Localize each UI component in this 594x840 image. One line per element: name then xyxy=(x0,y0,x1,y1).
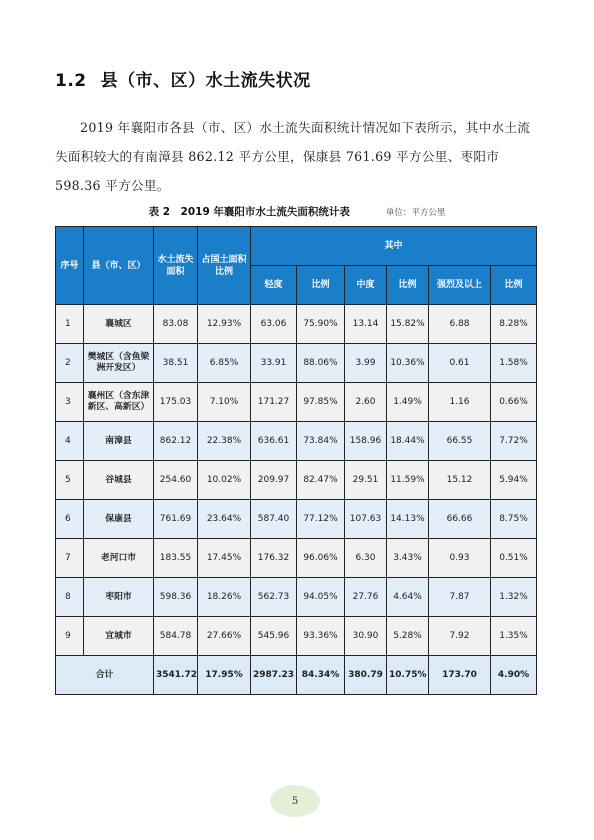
row-area: 598.36 xyxy=(154,578,198,617)
row-medium: 2.60 xyxy=(345,383,387,422)
row-severe-ratio: 8.28% xyxy=(491,305,537,344)
table-row xyxy=(56,578,537,617)
row-severe: 66.55 xyxy=(429,422,491,461)
row-medium: 30.90 xyxy=(345,617,387,656)
row-medium: 3.99 xyxy=(345,344,387,383)
row-light: 63.06 xyxy=(251,305,297,344)
row-severe-ratio: 1.32% xyxy=(491,578,537,617)
total-medium: 380.79 xyxy=(345,656,387,695)
body-paragraph: 2019 年襄阳市各县（市、区）水土流失面积统计情况如下表所示，其中水土流失面积较大的有南漳县 862.12 平方公里，保康县 761.69 平方公里、枣阳市 598.36 平方公里。 xyxy=(55,120,531,193)
row-medium-ratio: 15.82% xyxy=(387,305,429,344)
row-severe: 1.16 xyxy=(429,383,491,422)
table-row xyxy=(56,461,537,500)
row-severe-ratio: 0.51% xyxy=(491,539,537,578)
row-county: 宜城市 xyxy=(84,617,154,656)
table-row xyxy=(56,305,537,344)
row-medium-ratio: 10.36% xyxy=(387,344,429,383)
total-light-ratio: 84.34% xyxy=(297,656,345,695)
row-index: 3 xyxy=(56,383,84,422)
row-ratio: 7.10% xyxy=(198,383,251,422)
row-medium-ratio: 11.59% xyxy=(387,461,429,500)
row-area: 38.51 xyxy=(154,344,198,383)
erosion-table xyxy=(55,226,537,695)
header-area: 水土流失面积 xyxy=(154,227,198,305)
row-light-ratio: 93.36% xyxy=(297,617,345,656)
row-light-ratio: 94.05% xyxy=(297,578,345,617)
row-severe: 6.88 xyxy=(429,305,491,344)
header-group: 其中 xyxy=(251,227,537,266)
row-severe-ratio: 5.94% xyxy=(491,461,537,500)
row-medium: 13.14 xyxy=(345,305,387,344)
row-light: 209.97 xyxy=(251,461,297,500)
row-county: 樊城区（含鱼梁洲开发区） xyxy=(84,344,154,383)
row-medium: 27.76 xyxy=(345,578,387,617)
row-light-ratio: 75.90% xyxy=(297,305,345,344)
row-area: 862.12 xyxy=(154,422,198,461)
row-light: 636.61 xyxy=(251,422,297,461)
row-severe: 0.61 xyxy=(429,344,491,383)
row-county: 枣阳市 xyxy=(84,578,154,617)
row-county: 南漳县 xyxy=(84,422,154,461)
header-light: 轻度 xyxy=(251,266,297,305)
table-title: 表 2 2019 年襄阳市水土流失面积统计表 xyxy=(148,206,350,218)
total-severe: 173.70 xyxy=(429,656,491,695)
row-severe: 7.92 xyxy=(429,617,491,656)
row-index: 5 xyxy=(56,461,84,500)
row-county: 襄州区（含东津新区、高新区） xyxy=(84,383,154,422)
row-medium: 107.63 xyxy=(345,500,387,539)
row-severe-ratio: 7.72% xyxy=(491,422,537,461)
row-index: 6 xyxy=(56,500,84,539)
row-area: 83.08 xyxy=(154,305,198,344)
row-light: 176.32 xyxy=(251,539,297,578)
row-light-ratio: 77.12% xyxy=(297,500,345,539)
row-light-ratio: 82.47% xyxy=(297,461,345,500)
row-medium-ratio: 3.43% xyxy=(387,539,429,578)
table-row xyxy=(56,383,537,422)
table-row xyxy=(56,344,537,383)
page-number: 5 xyxy=(270,785,320,817)
row-area: 761.69 xyxy=(154,500,198,539)
row-severe: 15.12 xyxy=(429,461,491,500)
header-index: 序号 xyxy=(56,227,84,305)
table-total-row xyxy=(56,656,537,695)
row-index: 2 xyxy=(56,344,84,383)
row-county: 襄城区 xyxy=(84,305,154,344)
header-severe-ratio: 比例 xyxy=(491,266,537,305)
row-medium-ratio: 4.64% xyxy=(387,578,429,617)
total-light: 2987.23 xyxy=(251,656,297,695)
row-light: 33.91 xyxy=(251,344,297,383)
row-medium-ratio: 18.44% xyxy=(387,422,429,461)
row-severe-ratio: 1.58% xyxy=(491,344,537,383)
row-area: 183.55 xyxy=(154,539,198,578)
row-ratio: 27.66% xyxy=(198,617,251,656)
row-county: 老河口市 xyxy=(84,539,154,578)
row-medium: 158.96 xyxy=(345,422,387,461)
total-label: 合计 xyxy=(56,656,154,695)
row-area: 584.78 xyxy=(154,617,198,656)
row-county: 保康县 xyxy=(84,500,154,539)
row-light: 587.40 xyxy=(251,500,297,539)
table-body xyxy=(56,305,537,695)
row-index: 4 xyxy=(56,422,84,461)
row-light: 562.73 xyxy=(251,578,297,617)
row-ratio: 23.64% xyxy=(198,500,251,539)
row-ratio: 12.93% xyxy=(198,305,251,344)
section-title: 县（市、区）水土流失状况 xyxy=(100,71,311,91)
row-medium-ratio: 5.28% xyxy=(387,617,429,656)
row-light-ratio: 96.06% xyxy=(297,539,345,578)
row-medium-ratio: 14.13% xyxy=(387,500,429,539)
row-medium: 29.51 xyxy=(345,461,387,500)
row-index: 9 xyxy=(56,617,84,656)
total-ratio: 17.95% xyxy=(198,656,251,695)
row-index: 7 xyxy=(56,539,84,578)
row-ratio: 22.38% xyxy=(198,422,251,461)
table-row xyxy=(56,422,537,461)
header-county: 县（市、区） xyxy=(84,227,154,305)
row-index: 8 xyxy=(56,578,84,617)
total-medium-ratio: 10.75% xyxy=(387,656,429,695)
header-medium: 中度 xyxy=(345,266,387,305)
header-severe: 强烈及以上 xyxy=(429,266,491,305)
table-row xyxy=(56,500,537,539)
row-severe: 0.93 xyxy=(429,539,491,578)
total-area: 3541.72 xyxy=(154,656,198,695)
row-ratio: 17.45% xyxy=(198,539,251,578)
row-medium: 6.30 xyxy=(345,539,387,578)
row-light-ratio: 88.06% xyxy=(297,344,345,383)
row-light: 545.96 xyxy=(251,617,297,656)
table-header xyxy=(56,227,537,305)
section-number: 1.2 xyxy=(55,71,87,91)
row-severe: 7.87 xyxy=(429,578,491,617)
row-light-ratio: 73.84% xyxy=(297,422,345,461)
row-severe-ratio: 8.75% xyxy=(491,500,537,539)
row-light-ratio: 97.85% xyxy=(297,383,345,422)
row-light: 171.27 xyxy=(251,383,297,422)
table-caption xyxy=(55,204,539,219)
row-index: 1 xyxy=(56,305,84,344)
total-severe-ratio: 4.90% xyxy=(491,656,537,695)
row-medium-ratio: 1.49% xyxy=(387,383,429,422)
row-ratio: 10.02% xyxy=(198,461,251,500)
section-heading xyxy=(55,66,311,91)
row-ratio: 18.26% xyxy=(198,578,251,617)
row-county: 谷城县 xyxy=(84,461,154,500)
header-light-ratio: 比例 xyxy=(297,266,345,305)
row-severe-ratio: 1.35% xyxy=(491,617,537,656)
row-area: 254.60 xyxy=(154,461,198,500)
table-row xyxy=(56,539,537,578)
header-medium-ratio: 比例 xyxy=(387,266,429,305)
row-ratio: 6.85% xyxy=(198,344,251,383)
table-row xyxy=(56,617,537,656)
table-unit: 单位：平方公里 xyxy=(385,208,446,218)
row-severe-ratio: 0.66% xyxy=(491,383,537,422)
row-severe: 66.66 xyxy=(429,500,491,539)
header-ratio: 占国土面积比例 xyxy=(198,227,251,305)
row-area: 175.03 xyxy=(154,383,198,422)
